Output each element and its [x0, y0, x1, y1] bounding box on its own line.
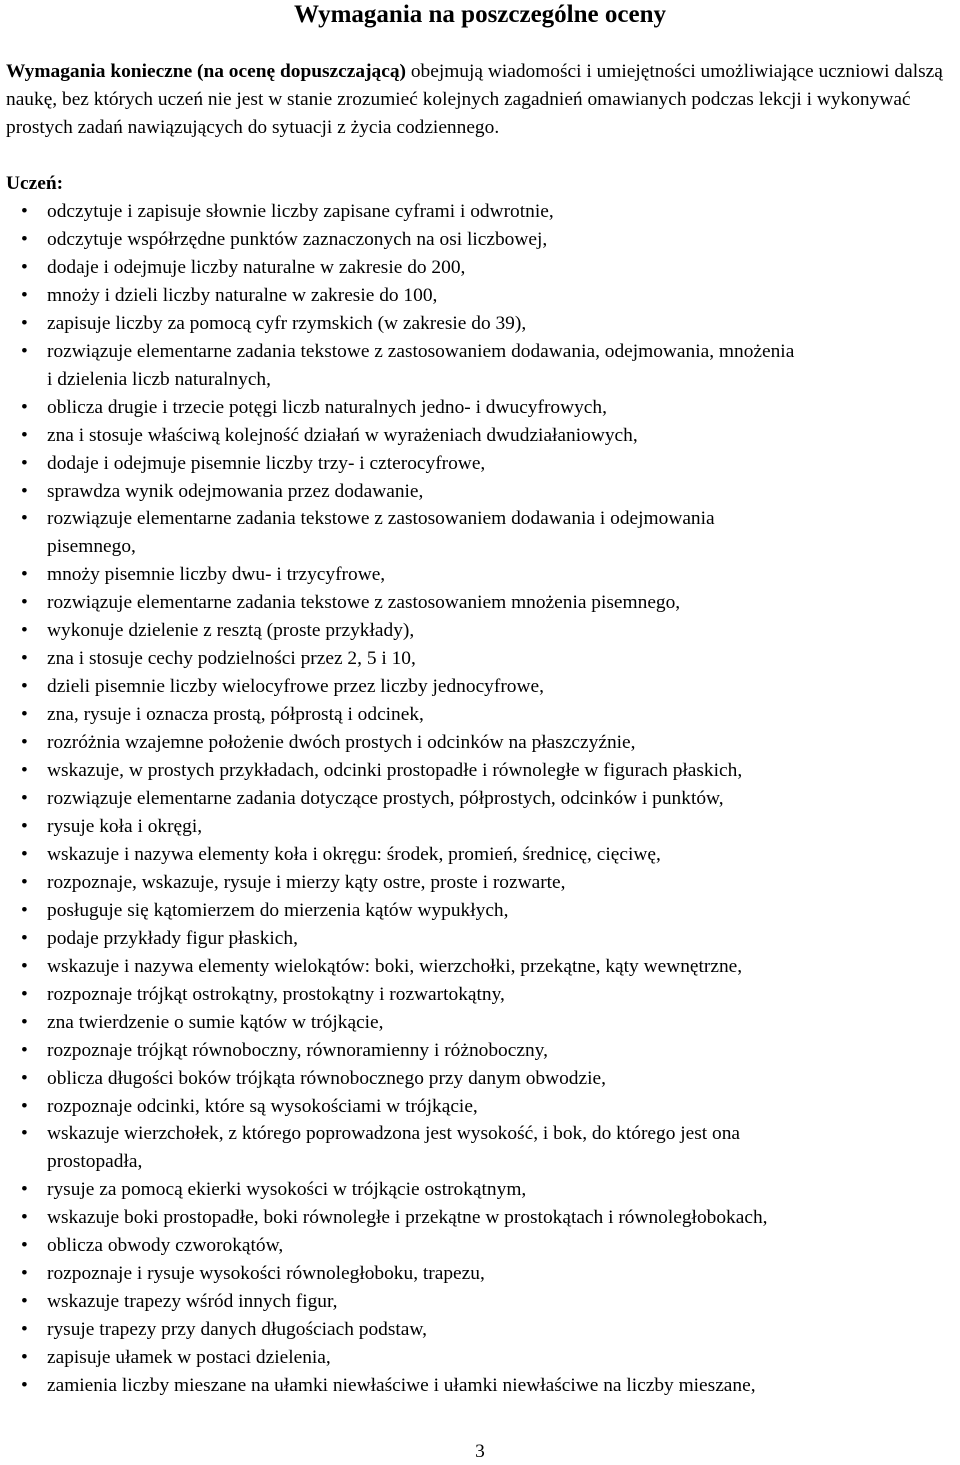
list-item: • rozpoznaje, wskazuje, rysuje i mierzy kąty ostre, proste i rozwarte, — [6, 869, 956, 897]
list-item: • wskazuje i nazywa elementy wielokątów: boki, wierzchołki, przekątne, kąty wewnętrzne, — [6, 953, 956, 981]
list-item-continuation: i dzielenia liczb naturalnych, — [47, 368, 271, 390]
page-number: 3 — [475, 1441, 485, 1462]
list-item: • zna i stosuje właściwą kolejność działań w wyrażeniach dwudziałaniowych, — [6, 422, 956, 450]
list-item: • wskazuje, w prostych przykładach, odcinki prostopadłe i równoległe w figurach płaskich, — [6, 757, 956, 785]
list-item: • dodaje i odejmuje pisemnie liczby trzy- i czterocyfrowe, — [6, 450, 956, 478]
list-item: • rozpoznaje trójkąt równoboczny, równoramienny i różnoboczny, — [6, 1037, 956, 1065]
requirements-list — [6, 198, 956, 1400]
list-item: • rysuje za pomocą ekierki wysokości w trójkącie ostrokątnym, — [6, 1176, 956, 1204]
list-item: • zna i stosuje cechy podzielności przez 2, 5 i 10, — [6, 645, 956, 673]
list-item: • rysuje koła i okręgi, — [6, 813, 956, 841]
intro-paragraph — [6, 58, 946, 141]
list-item: • wykonuje dzielenie z resztą (proste przykłady), — [6, 617, 956, 645]
list-item: • rozpoznaje odcinki, które są wysokościami w trójkącie, — [6, 1093, 956, 1121]
list-item-continuation: pisemnego, — [47, 536, 136, 558]
intro-text: obejmują wiadomości i umiejętności umożliwiające uczniowi dalszą naukę, bez których uczeń nie jest w stanie zrozumieć kolejnych zagadnień omawianych podczas lekcji i wykonywać prostych zadań nawiązujących do sytuacji z życia codziennego. — [6, 61, 943, 138]
list-item: • podaje przykłady figur płaskich, — [6, 925, 956, 953]
list-item: • zapisuje liczby za pomocą cyfr rzymskich (w zakresie do 39), — [6, 310, 956, 338]
list-item: • zna, rysuje i oznacza prostą, półprostą i odcinek, — [6, 701, 956, 729]
list-item: • sprawdza wynik odejmowania przez dodawanie, — [6, 478, 956, 506]
list-item-continuation: prostopadła, — [47, 1151, 143, 1173]
list-item: • dzieli pisemnie liczby wielocyfrowe przez liczby jednocyfrowe, — [6, 673, 956, 701]
list-item: • odczytuje współrzędne punktów zaznaczonych na osi liczbowej, — [6, 226, 956, 254]
list-item: • oblicza drugie i trzecie potęgi liczb naturalnych jedno- i dwucyfrowych, — [6, 394, 956, 422]
list-item: • rysuje trapezy przy danych długościach podstaw, — [6, 1316, 956, 1344]
list-item: • rozwiązuje elementarne zadania tekstowe z zastosowaniem dodawania, odejmowania, mnożenia i dzielenia liczb naturalnych, — [6, 338, 956, 394]
list-item: • rozpoznaje i rysuje wysokości równoległoboku, trapezu, — [6, 1260, 956, 1288]
list-item: • mnoży pisemnie liczby dwu- i trzycyfrowe, — [6, 561, 956, 589]
list-item: • mnoży i dzieli liczby naturalne w zakresie do 100, — [6, 282, 956, 310]
list-item: • rozwiązuje elementarne zadania dotyczące prostych, półprostych, odcinków i punktów, — [6, 785, 956, 813]
list-item: • oblicza obwody czworokątów, — [6, 1232, 956, 1260]
list-item: • wskazuje boki prostopadłe, boki równoległe i przekątne w prostokątach i równoległobokach, — [6, 1204, 956, 1232]
student-label: Uczeń: — [6, 173, 64, 194]
list-item: • zna twierdzenie o sumie kątów w trójkącie, — [6, 1009, 956, 1037]
list-item: • dodaje i odejmuje liczby naturalne w zakresie do 200, — [6, 254, 956, 282]
list-item: • wskazuje wierzchołek, z którego poprowadzona jest wysokość, i bok, do którego jest ona prostopadła, — [6, 1120, 956, 1176]
list-item: • rozróżnia wzajemne położenie dwóch prostych i odcinków na płaszczyźnie, — [6, 729, 956, 757]
list-item: • rozwiązuje elementarne zadania tekstowe z zastosowaniem dodawania i odejmowania pisemnego, — [6, 505, 956, 561]
list-item: • posługuje się kątomierzem do mierzenia kątów wypukłych, — [6, 897, 956, 925]
list-item: • wskazuje i nazywa elementy koła i okręgu: środek, promień, średnicę, cięciwę, — [6, 841, 956, 869]
list-item: • rozwiązuje elementarne zadania tekstowe z zastosowaniem mnożenia pisemnego, — [6, 589, 956, 617]
intro-bold-text: Wymagania konieczne (na ocenę dopuszczającą) — [6, 61, 406, 82]
list-item: • oblicza długości boków trójkąta równobocznego przy danym obwodzie, — [6, 1065, 956, 1093]
list-item: • odczytuje i zapisuje słownie liczby zapisane cyframi i odwrotnie, — [6, 198, 956, 226]
list-item: • rozpoznaje trójkąt ostrokątny, prostokątny i rozwartokątny, — [6, 981, 956, 1009]
page-title: Wymagania na poszczególne oceny — [294, 1, 666, 28]
list-item: • zapisuje ułamek w postaci dzielenia, — [6, 1344, 956, 1372]
list-item: • wskazuje trapezy wśród innych figur, — [6, 1288, 956, 1316]
list-item: • zamienia liczby mieszane na ułamki niewłaściwe i ułamki niewłaściwe na liczby mieszane, — [6, 1372, 956, 1400]
